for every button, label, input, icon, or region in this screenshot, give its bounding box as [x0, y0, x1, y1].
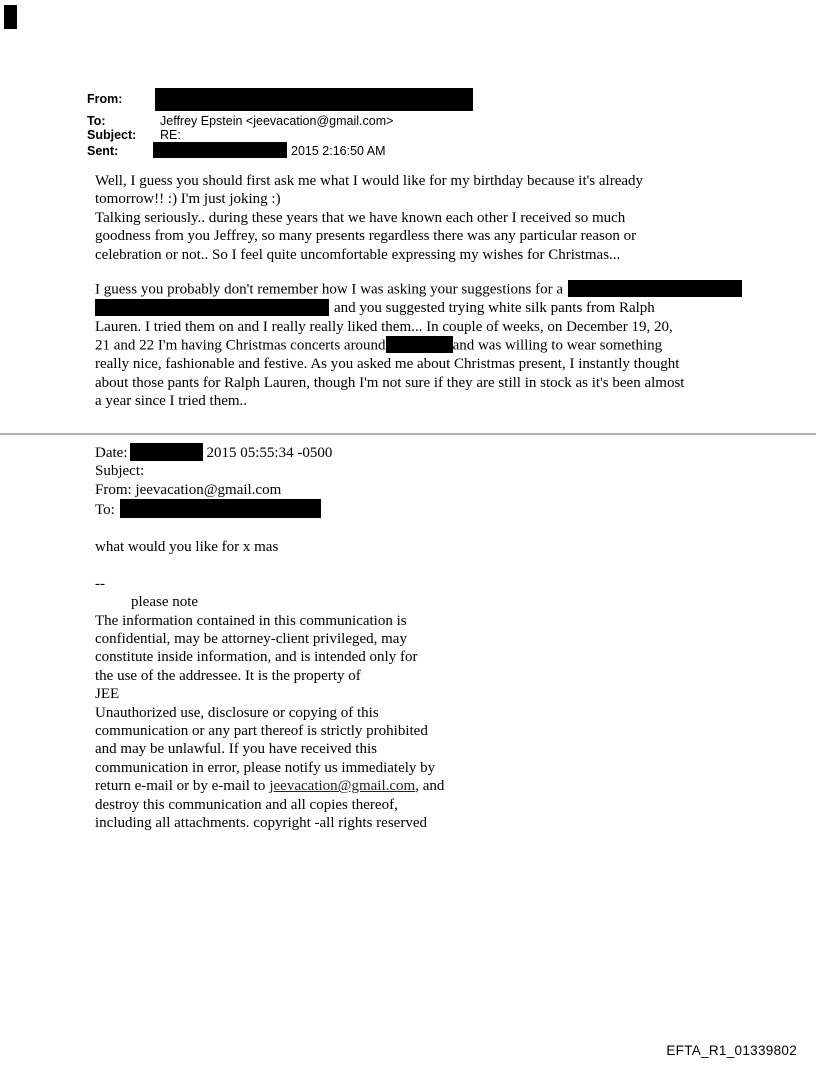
sent-value: 2015 2:16:50 AM: [291, 144, 386, 158]
blank-line: [95, 520, 444, 538]
header-row-from: [87, 92, 122, 107]
disclaimer-line: destroy this communication and all copies thereof,: [95, 796, 398, 813]
redaction-bar-inline: [568, 280, 742, 297]
disclaimer-link-line: return e-mail or by e-mail to jeevacation@gmail.com, and: [95, 778, 445, 795]
body-line: goodness from you Jeffrey, so many presents regardless there was any particular reason or: [95, 228, 637, 245]
sent-label: Sent:: [87, 144, 119, 158]
body-line: Lauren. I tried them on and I really really liked them... In couple of weeks, on December 19, 20,: [95, 318, 673, 335]
disclaimer-line: confidential, may be attorney-client privileged, may: [95, 631, 407, 648]
quoted-date-line: Date: 2015 05:55:34 -0500: [95, 445, 333, 461]
bates-number: EFTA_R1_01339802: [666, 1043, 797, 1058]
subject-value: RE:: [160, 128, 181, 142]
email-link[interactable]: jeevacation@gmail.com: [269, 778, 416, 795]
quoted-message: what would you like for x mas: [95, 539, 279, 556]
to-label: To:: [87, 114, 106, 128]
body-line: tomorrow!! :) I'm just joking :): [95, 191, 281, 208]
body-line: a year since I tried them..: [95, 392, 248, 409]
signature-delimiter: --: [95, 575, 105, 592]
redaction-bar-inline: [386, 336, 453, 353]
header-row-subject: [87, 128, 181, 143]
disclaimer-line: constitute inside information, and is intended only for: [95, 649, 418, 666]
redaction-bar-date: [130, 443, 203, 461]
body-line: and you suggested trying white silk pants from Ralph: [95, 299, 742, 318]
disclaimer-line: JEE: [95, 686, 120, 703]
email-body-paragraph-1: [95, 172, 643, 264]
to-value: Jeffrey Epstein <jeevacation@gmail.com>: [160, 114, 394, 128]
page-divider-line: [0, 433, 816, 435]
disclaimer-line: communication in error, please notify us immediately by: [95, 759, 436, 776]
body-line: Well, I guess you should first ask me what I would like for my birthday because it's already: [95, 173, 644, 189]
quoted-from-line: From: jeevacation@gmail.com: [95, 481, 282, 498]
scan-artifact-mark: [4, 5, 17, 29]
quoted-subject-line: Subject:: [95, 463, 145, 480]
disclaimer-line: communication or any part thereof is strictly prohibited: [95, 723, 428, 740]
body-line: I guess you probably don't remember how I was asking your suggestions for a: [95, 280, 742, 299]
blank-line: [95, 556, 444, 574]
quoted-to-line: To:: [95, 499, 444, 519]
disclaimer-line: including all attachments. copyright -all rights reserved: [95, 815, 427, 832]
redaction-bar-from: [155, 88, 473, 111]
header-row-to: [87, 114, 393, 129]
from-label: From:: [87, 92, 123, 106]
email-body-paragraph-2: [95, 280, 742, 410]
signature-note: please note: [131, 594, 199, 611]
header-row-sent: [87, 142, 386, 159]
redaction-bar-to: [120, 499, 321, 518]
redaction-bar-sent-date: [153, 142, 287, 158]
disclaimer-line: The information contained in this communication is: [95, 612, 407, 629]
quoted-email: [95, 443, 444, 833]
subject-label: Subject:: [87, 128, 137, 142]
body-line: about those pants for Ralph Lauren, though I'm not sure if they are still in stock as it's been almost: [95, 374, 685, 391]
disclaimer-line: the use of the addressee. It is the property of: [95, 667, 361, 684]
body-line: Talking seriously.. during these years that we have known each other I received so much: [95, 209, 626, 226]
disclaimer-line: and may be unlawful. If you have received this: [95, 741, 377, 758]
body-line: celebration or not.. So I feel quite uncomfortable expressing my wishes for Christmas...: [95, 246, 621, 263]
redaction-bar-inline: [95, 299, 329, 316]
disclaimer-line: Unauthorized use, disclosure or copying of this: [95, 704, 379, 721]
body-line: really nice, fashionable and festive. As you asked me about Christmas present, I instantly thought: [95, 356, 680, 373]
body-line: 21 and 22 I'm having Christmas concerts around and was willing to wear something: [95, 337, 663, 354]
